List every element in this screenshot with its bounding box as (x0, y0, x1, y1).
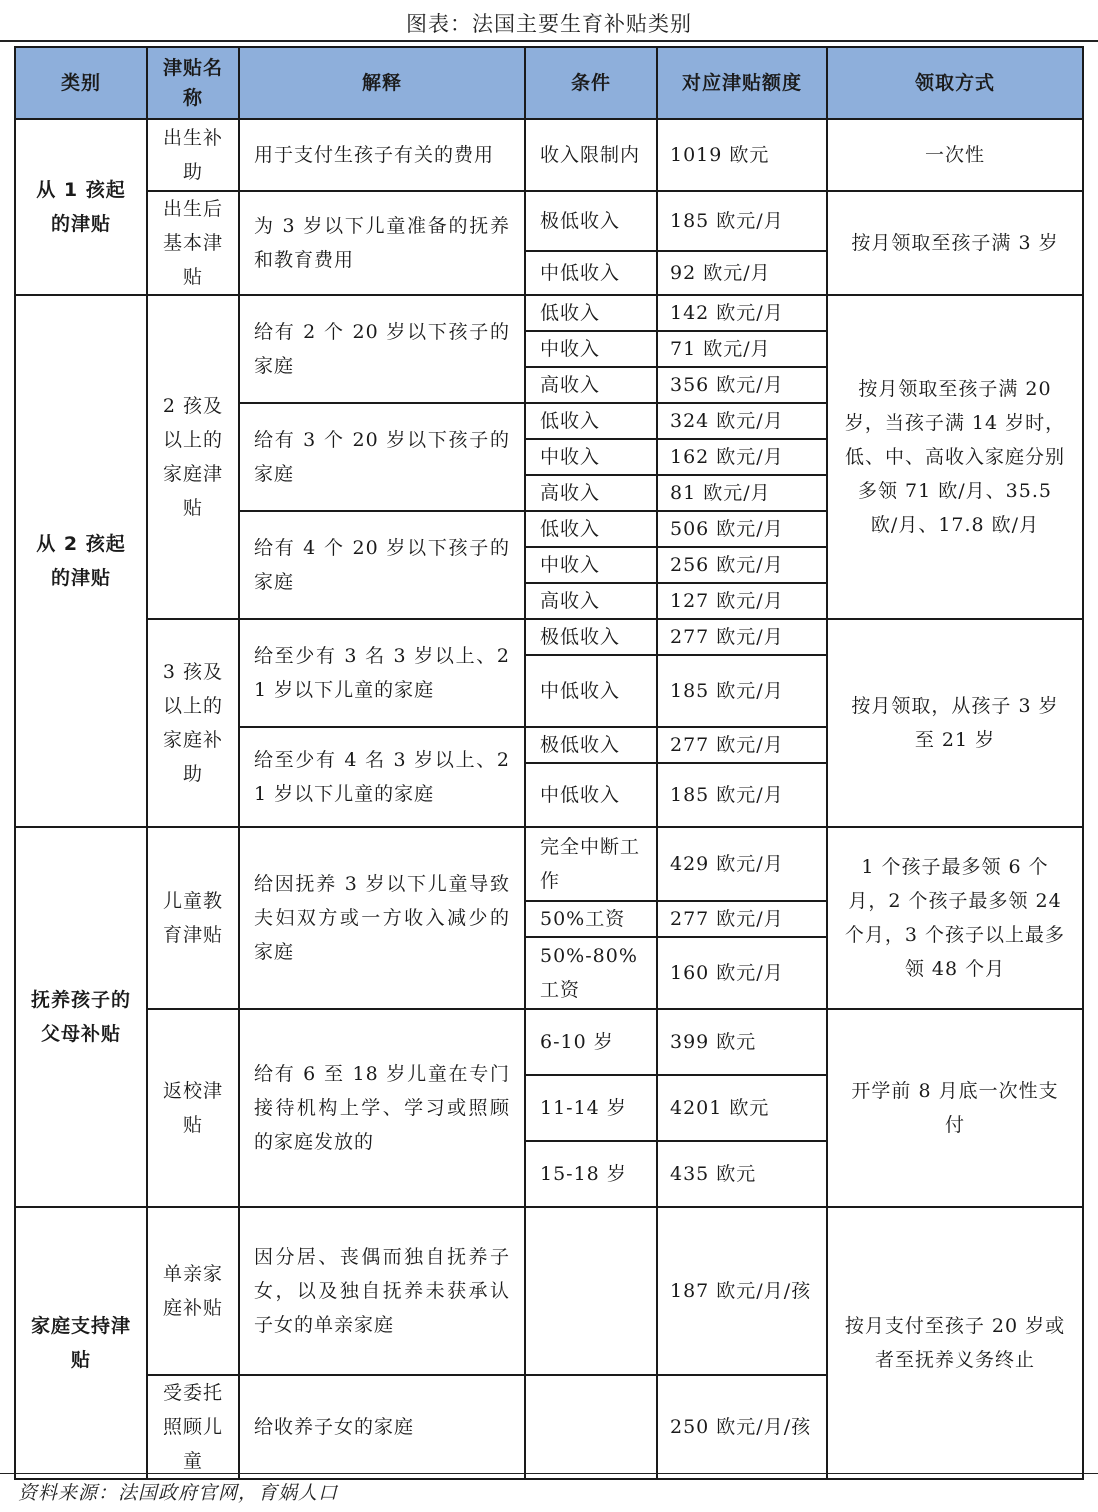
condition-cell (525, 1375, 657, 1479)
condition-cell: 中低收入 (525, 251, 657, 295)
header-method: 领取方式 (827, 47, 1083, 119)
amount-cell: 185 欧元/月 (657, 763, 827, 827)
method-cell: 开学前 8 月底一次性支付 (827, 1009, 1083, 1207)
table-row (15, 1207, 1083, 1375)
amount-cell: 429 欧元/月 (657, 827, 827, 901)
header-category: 类别 (15, 47, 147, 119)
table-row (15, 119, 1083, 191)
method-cell: 1 个孩子最多领 6 个月，2 个孩子最多领 24 个月，3 个孩子以上最多领 48 个月 (827, 827, 1083, 1009)
allowance-desc: 因分居、丧偶而独自抚养子女，以及独自抚养未获承认子女的单亲家庭 (239, 1207, 525, 1375)
condition-cell: 50%-80% 工资 (525, 937, 657, 1009)
amount-cell: 277 欧元/月 (657, 727, 827, 763)
method-cell: 按月领取至孩子满 20 岁，当孩子满 14 岁时，低、中、高收入家庭分别多领 71 欧/月、35.5 欧/月、17.8 欧/月 (827, 295, 1083, 619)
allowance-desc: 给有 2 个 20 岁以下孩子的家庭 (239, 295, 525, 403)
amount-cell: 71 欧元/月 (657, 331, 827, 367)
condition-cell: 中低收入 (525, 655, 657, 727)
amount-cell: 435 欧元 (657, 1141, 827, 1207)
condition-cell (525, 1207, 657, 1375)
amount-cell: 160 欧元/月 (657, 937, 827, 1009)
allowance-desc: 给至少有 4 名 3 岁以上、21 岁以下儿童的家庭 (239, 727, 525, 827)
table-row (15, 295, 1083, 331)
category-cell: 从 2 孩起的津贴 (15, 295, 147, 827)
allowance-name: 返校津贴 (147, 1009, 239, 1207)
figure-title: 图表：法国主要生育补贴类别 (406, 12, 692, 36)
amount-cell: 81 欧元/月 (657, 475, 827, 511)
bottom-rule (0, 1473, 1098, 1474)
allowance-name: 受委托照顾儿童 (147, 1375, 239, 1479)
header-row (15, 47, 1083, 119)
table-row (15, 1009, 1083, 1075)
amount-cell: 277 欧元/月 (657, 619, 827, 655)
condition-cell: 中收入 (525, 547, 657, 583)
method-cell: 一次性 (827, 119, 1083, 191)
amount-cell: 324 欧元/月 (657, 403, 827, 439)
condition-cell: 高收入 (525, 475, 657, 511)
category-cell: 从 1 孩起的津贴 (15, 119, 147, 295)
table-row (15, 191, 1083, 251)
allowance-name: 单亲家庭补贴 (147, 1207, 239, 1375)
amount-cell: 356 欧元/月 (657, 367, 827, 403)
condition-cell: 高收入 (525, 583, 657, 619)
amount-cell: 127 欧元/月 (657, 583, 827, 619)
allowance-desc: 用于支付生孩子有关的费用 (239, 119, 525, 191)
category-cell: 家庭支持津贴 (15, 1207, 147, 1479)
condition-cell: 中收入 (525, 439, 657, 475)
condition-cell: 11-14 岁 (525, 1075, 657, 1141)
amount-cell: 92 欧元/月 (657, 251, 827, 295)
method-cell: 按月支付至孩子 20 岁或者至抚养义务终止 (827, 1207, 1083, 1479)
allowance-name: 儿童教育津贴 (147, 827, 239, 1009)
amount-cell: 185 欧元/月 (657, 655, 827, 727)
condition-cell: 完全中断工作 (525, 827, 657, 901)
method-cell: 按月领取，从孩子 3 岁至 21 岁 (827, 619, 1083, 827)
amount-cell: 399 欧元 (657, 1009, 827, 1075)
allowance-name: 出生后基本津贴 (147, 191, 239, 295)
header-condition: 条件 (525, 47, 657, 119)
subsidy-table (14, 46, 1084, 1480)
amount-cell: 506 欧元/月 (657, 511, 827, 547)
condition-cell: 15-18 岁 (525, 1141, 657, 1207)
table-row (15, 619, 1083, 655)
allowance-desc: 为 3 岁以下儿童准备的抚养和教育费用 (239, 191, 525, 295)
allowance-name: 出生补助 (147, 119, 239, 191)
condition-cell: 中收入 (525, 331, 657, 367)
allowance-desc: 给有 4 个 20 岁以下孩子的家庭 (239, 511, 525, 619)
condition-cell: 低收入 (525, 295, 657, 331)
allowance-desc: 给因抚养 3 岁以下儿童导致夫妇双方或一方收入减少的家庭 (239, 827, 525, 1009)
condition-cell: 极低收入 (525, 727, 657, 763)
condition-cell: 收入限制内 (525, 119, 657, 191)
allowance-desc: 给至少有 3 名 3 岁以上、21 岁以下儿童的家庭 (239, 619, 525, 727)
amount-cell: 277 欧元/月 (657, 901, 827, 937)
header-amount: 对应津贴额度 (657, 47, 827, 119)
header-name: 津贴名称 (147, 47, 239, 119)
allowance-desc: 给收养子女的家庭 (239, 1375, 525, 1479)
condition-cell: 极低收入 (525, 619, 657, 655)
header-desc: 解释 (239, 47, 525, 119)
method-cell: 按月领取至孩子满 3 岁 (827, 191, 1083, 295)
amount-cell: 142 欧元/月 (657, 295, 827, 331)
condition-cell: 极低收入 (525, 191, 657, 251)
category-cell: 抚养孩子的父母补贴 (15, 827, 147, 1207)
condition-cell: 低收入 (525, 511, 657, 547)
amount-cell: 1019 欧元 (657, 119, 827, 191)
amount-cell: 256 欧元/月 (657, 547, 827, 583)
allowance-desc: 给有 6 至 18 岁儿童在专门接待机构上学、学习或照顾的家庭发放的 (239, 1009, 525, 1207)
source-note: 资料来源：法国政府官网，育娲人口 (18, 1482, 339, 1504)
condition-cell: 中低收入 (525, 763, 657, 827)
condition-cell: 低收入 (525, 403, 657, 439)
condition-cell: 高收入 (525, 367, 657, 403)
allowance-name: 2 孩及以上的家庭津贴 (147, 295, 239, 619)
amount-cell: 187 欧元/月/孩 (657, 1207, 827, 1375)
amount-cell: 162 欧元/月 (657, 439, 827, 475)
condition-cell: 50%工资 (525, 901, 657, 937)
allowance-name: 3 孩及以上的家庭补助 (147, 619, 239, 827)
amount-cell: 250 欧元/月/孩 (657, 1375, 827, 1479)
amount-cell: 185 欧元/月 (657, 191, 827, 251)
table-row (15, 827, 1083, 901)
amount-cell: 4201 欧元 (657, 1075, 827, 1141)
allowance-desc: 给有 3 个 20 岁以下孩子的家庭 (239, 403, 525, 511)
condition-cell: 6-10 岁 (525, 1009, 657, 1075)
top-rule (0, 40, 1098, 42)
